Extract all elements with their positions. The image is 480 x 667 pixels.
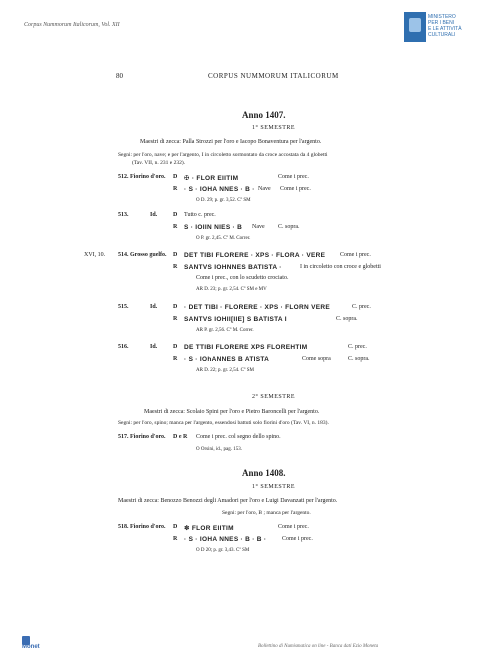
coin-metadata: O D 20; p. gr. 3,43. Cº SM [196,548,250,553]
semester-heading: 1° SEMESTRE [252,484,296,490]
reverse-legend: · S · IOhANNES B ATISTA [184,356,270,363]
logo-line: E LE ATTIVITÀ [428,26,462,32]
reverse-label: R [173,356,178,362]
coin-metadata: AR D. 23; p. gr. 2,54. Cº SM e MV [196,287,267,292]
entry-description: Come i prec. col segno dello spino. [196,434,281,440]
entry-type: Id. [150,212,158,218]
reverse-description: I in circoletto con croce e globetti [300,264,381,270]
reverse-label: R [173,264,178,270]
monete-logo [22,636,46,652]
reverse-sign: Come sopra [302,356,331,362]
obverse-legend: ✽ FLOR EIITIM [184,525,234,532]
reverse-sign: Nave [252,224,265,230]
mint-masters: Maestri di zecca: Scolaio Spini per l'oro e Pietro Baroncelli per l'argento. [144,409,320,415]
ministry-logo-text [428,14,462,38]
ministry-logo [404,12,464,46]
obverse-description: Come i prec. [278,524,309,530]
entry-type: Id. [150,304,158,310]
obverse-label: D [173,304,178,310]
mint-signs: Segni: per l'oro, spino; manca per l'argento, essendosi battuti solo fiorini d'oro (Tav. VI, n. 183). [118,420,329,426]
reverse-legend: SANTVS IOHNNES BATISTA · [184,264,282,271]
mint-signs: Segni: per l'oro, nave; e per l'argento, I in circoletto sormontato da croce accostata da 4 globetti [118,152,328,158]
entry-number: 516. [118,344,129,350]
obverse-label: D [173,344,178,350]
obverse-description: Tutto c. prec. [184,212,216,218]
coin-metadata: AR P. gr. 2,56. Cº M. Correr. [196,328,254,333]
entry-number: 515. [118,304,129,310]
plate-reference: XVI, 10. [84,252,106,258]
obverse-label: D [173,212,178,218]
logo-line: CULTURALI [428,32,456,38]
reverse-legend: S · IOIIN NIES · B [184,224,243,231]
reverse-label: R [173,224,178,230]
reverse-sign: Nave [258,186,271,192]
obverse-legend: · DET TIBI · FLORERE · XPS · FLORN VERE [184,304,331,311]
entry-type: Id. [150,344,158,350]
year-heading: Anno 1407. [242,110,286,120]
obverse-legend: ✠ · FLOR EIITIM [184,175,239,182]
reverse-description-cont: Come i prec., con lo scudetto crociato. [196,275,289,281]
obverse-legend: DE TTIBI FLORERE XPS FLOREHTIM [184,344,308,351]
journal-title: Corpus Nummorum Italicorum, Vol. XII [24,22,120,28]
reverse-label: R [173,186,178,192]
obverse-reverse-label: D e R [173,434,188,440]
mint-masters: Maestri di zecca: Benozzo Benozzi degli Amadori per l'oro e Luigi Davanzati per l'argento. [118,498,338,504]
footer-credit: Bollettino di Numismatica on line - Banca dati Ezio Moneta [258,644,379,649]
running-head: CORPUS NUMMORUM ITALICORUM [208,72,339,80]
semester-heading: 1° SEMESTRE [252,125,296,131]
entry-number: 518. Fiorino d'oro. [118,524,166,530]
semester-heading: 2° SEMESTRE [252,394,296,400]
mint-signs: Segni: per l'oro, B ; manca per l'argento. [222,510,311,516]
entry-number: 514. Grosso guelfo. [118,252,167,258]
reverse-description: Come i prec. [282,536,313,542]
reverse-legend: · S · IOHA NNES · B · [184,186,255,193]
year-heading: Anno 1408. [242,468,286,478]
obverse-description: Come i prec. [340,252,371,258]
reverse-description: C. sopra. [278,224,300,230]
obverse-label: D [173,524,178,530]
reverse-description: C. sopra. [348,356,370,362]
obverse-description: C. prec. [348,344,367,350]
entry-number: 517. Fiorino d'oro. [118,434,166,440]
reverse-description: Come i prec. [280,186,311,192]
ministry-emblem-icon [404,12,426,42]
logo-line: MINISTERO [428,14,456,20]
coin-metadata: O Orsini, id., pag. 153. [196,447,242,452]
reverse-legend: · S · IOHA NNES · B · B · [184,536,267,543]
logo-line: PER I BENI [428,20,455,26]
obverse-description: C. prec. [352,304,371,310]
reverse-legend: SANTVS IOHII[IIE] S BATISTA I [184,316,287,323]
obverse-legend: DET TIBI FLORERE · XPS · FLORA · VERE [184,252,326,259]
coin-metadata: O P. gr. 2,45. Cº M. Correr. [196,236,251,241]
coin-metadata: AR D. 22; p. gr. 2,54. Cº SM [196,368,254,373]
mint-masters: Maestri di zecca: Palla Strozzi per l'oro e Iacopo Bonaventura per l'argento. [140,139,322,145]
obverse-label: D [173,252,178,258]
reverse-description: C. sopra. [336,316,358,322]
reverse-label: R [173,316,178,322]
obverse-description: Come i prec. [278,174,309,180]
entry-number: 513. [118,212,129,218]
reverse-label: R [173,536,178,542]
obverse-label: D [173,174,178,180]
page-number: 80 [116,72,123,80]
mint-signs-ref: (Tav. VII, n. 231 e 232). [132,160,186,166]
entry-number: 512. Fiorino d'oro. [118,174,166,180]
coin-metadata: O D. 29; p. gr. 3,52. Cº SM [196,198,251,203]
monete-logo-text: Monet [22,644,40,650]
